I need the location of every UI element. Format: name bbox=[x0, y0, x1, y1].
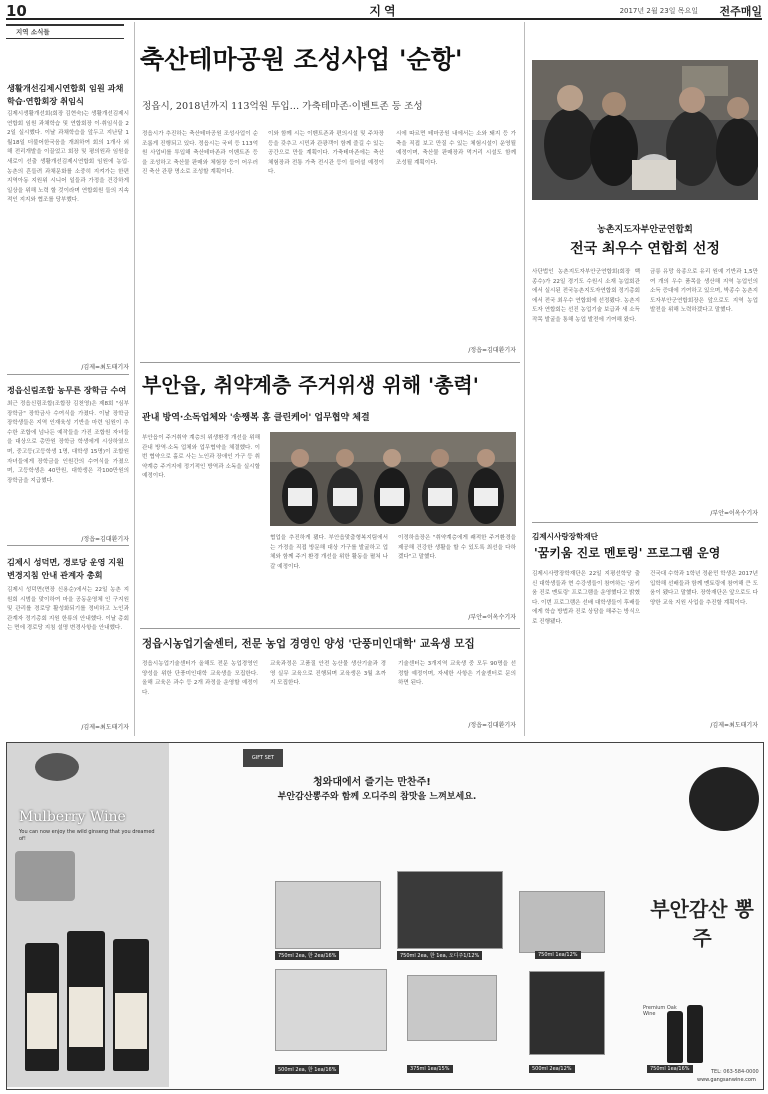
mentoring-kicker: 김제시사랑장학재단 bbox=[532, 532, 599, 541]
ad-gift-box-2 bbox=[397, 871, 503, 949]
sidebar-column-rule bbox=[134, 22, 135, 736]
ad-set-caption-6: 500ml 2ea/12% bbox=[529, 1065, 575, 1073]
ad-set-caption-3: 750ml 1ea/12% bbox=[535, 951, 581, 959]
ad-set-caption-7: 750ml 1ea/16% bbox=[647, 1065, 693, 1073]
ad-subheadline: 부안감산뽕주와 함께 오디주의 참맛을 느껴보세요. bbox=[277, 792, 477, 802]
ad-set-caption-1: 750ml 2ea, 한 2ea/16% bbox=[275, 951, 339, 960]
mentoring-body-col1: 김제시사랑장학재단은 22일 지평선학당 출신 대학생들과 현 수강생들이 참여하는 '꿈키움 진로 멘토링' 프로그램을 운영했다고 밝혔다. 이번 프로그램은 선배 대학생들이 후배들에게 학습 방법과 진로 상담을 해주는 방식으로 진행됐다. bbox=[532, 571, 640, 625]
ad-set-caption-4: 500ml 2ea, 한 1ea/16% bbox=[275, 1065, 339, 1074]
ad-brand: Mulberry Wine bbox=[19, 809, 126, 825]
sidebar-divider-1 bbox=[7, 374, 129, 375]
ad-tagline: You can now enjoy the wild ginseng that you dreamed of! bbox=[19, 829, 155, 842]
mentoring-body-col2: 건국대 수학과 1학년 정윤민 학생은 2017년 입학해 선배들과 함께 멘토링에 참여해 큰 도움이 됐다고 말했다. 장학재단은 앞으로도 다양한 교육 지원 사업을 추진할 계획이다. bbox=[650, 571, 758, 606]
ad-berry-image bbox=[689, 767, 759, 831]
lead-body-col1: 정읍시가 추진하는 축산테마공원 조성사업이 순조롭게 진행되고 있다. 정읍시는 국비 등 113억원 사업비를 투입해 축산테마존과 이벤트존 등을 조성하고 축산물 판매와 체험장 등이 어우러진 축산 관광 명소로 조성할 계획이다. bbox=[142, 131, 258, 176]
ad-gift-set-badge: GIFT SET bbox=[243, 749, 283, 767]
sidebar-body-2: 최근 정읍신림조합(조합장 김천영)은 제8회 "심부장학금" 장학금사 수여식을 가졌다. 이날 장학금 장학생들은 지역 인재육성 기반을 마련 임원이 추수한 조합에 넘나든 예작들을 가진 조합원 자녀들을 대상으로 총만원 장학금 학생에게 시상하였으며, 중고등(고등학생 1명, 대학생 15명)이 조합원 자녀들에게 장학금을 인원간의 수여식을 가졌으며, 고등학생은 40만원, 대학생은 각100만원의 장학금을 지급했다. bbox=[7, 401, 129, 484]
publisher-name: 전주매일 bbox=[719, 5, 762, 18]
lead-byline: /정읍=김대환기자 bbox=[468, 347, 516, 354]
ad-left-panel bbox=[7, 743, 169, 1087]
sidebar-byline-2: /정읍=김대환기자 bbox=[81, 536, 129, 543]
lead-body-col3: 시에 따르면 테마공원 내에서는 소와 돼지 등 가축을 직접 보고 만질 수 있는 체험시설이 운영될 예정이며, 축산물 판매장과 먹거리 시설도 함께 조성될 계획이다. bbox=[396, 131, 516, 166]
farm-body-col3: 기술센터는 3개지역 교육생 중 모두 90명을 선정할 예정이며, 자세한 사항은 기술센터로 문의하면 된다. bbox=[398, 661, 516, 687]
sidebar-headline-1[interactable]: 생활개선김제시연합회 임원 과채학습·연합회장 취임식 bbox=[7, 83, 124, 106]
sidebar-column-title: 지역 소식들 bbox=[16, 28, 50, 36]
housing-photo-scene bbox=[270, 432, 516, 526]
farm-body-col1: 정읍시농업기술센터가 올해도 전문 농업경영인 양성을 위한 단풍미인대학 교육생을 모집한다. 올해 교육은 과수 등 2개 과정을 운영할 예정이다. bbox=[142, 661, 258, 696]
farm-byline: /정읍=김대환기자 bbox=[468, 722, 516, 729]
ad-lantern-art bbox=[15, 851, 75, 901]
sidebar-column-tag bbox=[6, 24, 124, 39]
ad-gift-box-3 bbox=[519, 891, 605, 953]
housing-body-col2: 협업을 추진하게 됐다. 부안읍맞춤형복지팀에서는 가정을 직접 방문해 대상 가구를 발굴하고 업체와 함께 주거 환경 개선을 위한 활동을 펼쳐 나갈 예정이다. bbox=[270, 535, 388, 570]
photo-article-headline[interactable]: 전국 최우수 연합회 선정 bbox=[570, 241, 720, 257]
ad-gift-box-6 bbox=[529, 971, 605, 1055]
sidebar-headline-3[interactable]: 김제시 성덕면, 경로당 운영 지원 변경지침 안내 관계자 총회 bbox=[7, 557, 125, 580]
housing-byline: /부안=이옥수기자 bbox=[468, 614, 516, 621]
photo-article-kicker: 농촌지도자부안군연합회 bbox=[597, 225, 693, 235]
ad-bottle-1-label bbox=[27, 993, 57, 1049]
housing-subhead: 관내 방역·소독업체와 '송쨍복 홈 클린케어' 업무협약 체결 bbox=[142, 413, 370, 423]
ad-premium-label: Premium Oak Wine bbox=[643, 1005, 677, 1017]
sidebar-byline-1: /김제=최도태기자 bbox=[81, 364, 129, 371]
ad-logo-badge bbox=[35, 753, 79, 781]
ad-gift-box-5 bbox=[407, 975, 497, 1041]
housing-body-col3: 이정하읍장은 "취약계층에게 쾌적한 주거환경을 제공해 건강한 생활을 할 수 있도록 최선을 다하겠다"고 말했다. bbox=[398, 535, 516, 561]
housing-body-col1: 부안읍이 주거취약 계층의 위생환경 개선을 위해 관내 방역·소독 업체와 업무협약을 체결했다. 이번 협약으로 홀로 사는 노인과 장애인 가구 등 취약계층 주거지에 정기적인 방역과 소독을 실시할 예정이다. bbox=[142, 435, 260, 480]
section-title: 지역 bbox=[369, 4, 399, 18]
issue-date: 2017년 2월 23일 목요일 bbox=[619, 7, 698, 15]
photo-article-body-col2: 금릉 유망 육종으로 유리 원예 기반과 1,5만여 개의 우수 품목을 생산해 지역 농업인의 소득 증대에 기여하고 있으며, 박종수 농촌지도자부안군연합회장은 앞으로도 지역 농업 발전을 위해 노력하겠다고 말했다. bbox=[650, 269, 758, 314]
sidebar-body-3: 김제시 성덕면(면장 신용순)에서는 22일 농촌 지원회 시범을 맞이하여 마을 공동운영체 인 구지원 및 관리를 경로당 활성화되기를 정비하고 노인과 관계자 정기총회 지원 한류의 안내했다. 이날 총회는 면에 경로당 지침 설명 변경사항을 안내했다. bbox=[7, 587, 129, 632]
ad-headline: 청와대에서 즐기는 만찬주! bbox=[313, 777, 431, 788]
lead-headline[interactable]: 축산테마공원 조성사업 '순항' bbox=[140, 45, 463, 74]
award-photo-scene bbox=[532, 60, 758, 200]
housing-headline[interactable]: 부안읍, 취약계층 주거위생 위해 '총력' bbox=[142, 373, 479, 397]
ad-set-caption-5: 375ml 1ea/15% bbox=[407, 1065, 453, 1073]
wine-advertisement[interactable] bbox=[6, 742, 764, 1090]
ad-bottle-2-label bbox=[69, 987, 103, 1047]
housing-top-rule bbox=[140, 362, 520, 363]
ad-set-caption-2: 750ml 2ea, 한 1ea, 오디주1/12% bbox=[397, 951, 482, 960]
mentoring-headline[interactable]: '꿈키움 진로 멘토링' 프로그램 운영 bbox=[534, 546, 721, 560]
sidebar-divider-2 bbox=[7, 545, 129, 546]
mentoring-byline: /김제=최도태기자 bbox=[710, 722, 758, 729]
housing-agreement-photo bbox=[270, 432, 516, 526]
photo-article-divider bbox=[532, 522, 758, 523]
lead-subhead: 정읍시, 2018년까지 113억원 투입… 가축테마존·이벤트존 등 조성 bbox=[142, 101, 423, 112]
ad-phone: TEL: 063-584-0000 bbox=[711, 1069, 759, 1075]
ad-bottle-3-label bbox=[115, 993, 147, 1049]
ad-gift-box-4 bbox=[275, 969, 387, 1051]
sidebar-body-1: 김제시생활개선회(회장 김현숙)는 생활개선김제시연합회 임원 과채학습 및 연합회장 이·취임식을 22일 실시했다. 이날 과채학습을 앞두고 지난달 1월18일 더불어한국음을 개최하여 회의 1개사 외해 전리개발을 이끌었고 회장 및 평의원과 임원을 새로이 선출 생활개선김제시연합회 임원에 농업·농촌의 흔들려 과채문화를 소중히 지켜가는 한편 지역아동 지원위 시니어 일들과 가정을 건강하게 일상을 위해 노력 할 것이라며 연합회원 들의 지속적인 지지와 협조를 당부했다. bbox=[7, 111, 129, 204]
ad-description bbox=[207, 805, 547, 861]
page-number: 10 bbox=[6, 2, 27, 20]
photo-article-byline: /부안=이옥수기자 bbox=[710, 510, 758, 517]
ad-website[interactable]: www.gangsanwine.com bbox=[697, 1077, 756, 1083]
sidebar-byline-3: /김제=최도태기자 bbox=[81, 724, 129, 731]
photo-article-body-col1: 사단법인 농촌지도자부안군연합회(회장 백종수)가 22일 경기도 수원시 소재 농업회관에서 실시된 전국농촌지도자연합회 정기총회에서 전국 최우수 연합회에 선정됐다. 농촌지도자 연합회는 선진 농업기술 보급과 새 소득작목 발굴을 통해 농업 발전에 기여해 왔다. bbox=[532, 269, 640, 323]
ad-product-name: 부안감산 뽕주 bbox=[650, 897, 754, 950]
sidebar-headline-2[interactable]: 정읍신림조합 농무른 장학금 수여 bbox=[7, 385, 127, 395]
lead-body-col2: 이와 함께 시는 이벤트존과 편의시설 및 주차장 등을 갖추고 시민과 관광객이 함께 즐길 수 있는 공간으로 만들 계획이다. 가축테마존에는 축산체험장과 전통 가축 전시관 등이 들어설 예정이다. bbox=[268, 131, 384, 176]
ad-right-bottle-2 bbox=[687, 1005, 703, 1063]
farm-body-col2: 교육과정은 고품질 안전 농산물 생산기술과 경영 실무 교육으로 진행되며 교육생은 3월 초까지 모집한다. bbox=[270, 661, 386, 687]
farm-top-rule bbox=[140, 628, 520, 629]
farm-headline[interactable]: 정읍시농업기술센터, 전문 농업 경영인 양성 '단풍미인대학' 교육생 모집 bbox=[142, 638, 475, 650]
ad-right-bottle-1 bbox=[667, 1011, 683, 1063]
header-rule bbox=[6, 18, 762, 20]
ad-gift-box-1 bbox=[275, 881, 381, 949]
center-column-rule bbox=[524, 22, 525, 736]
award-photo bbox=[532, 60, 758, 200]
